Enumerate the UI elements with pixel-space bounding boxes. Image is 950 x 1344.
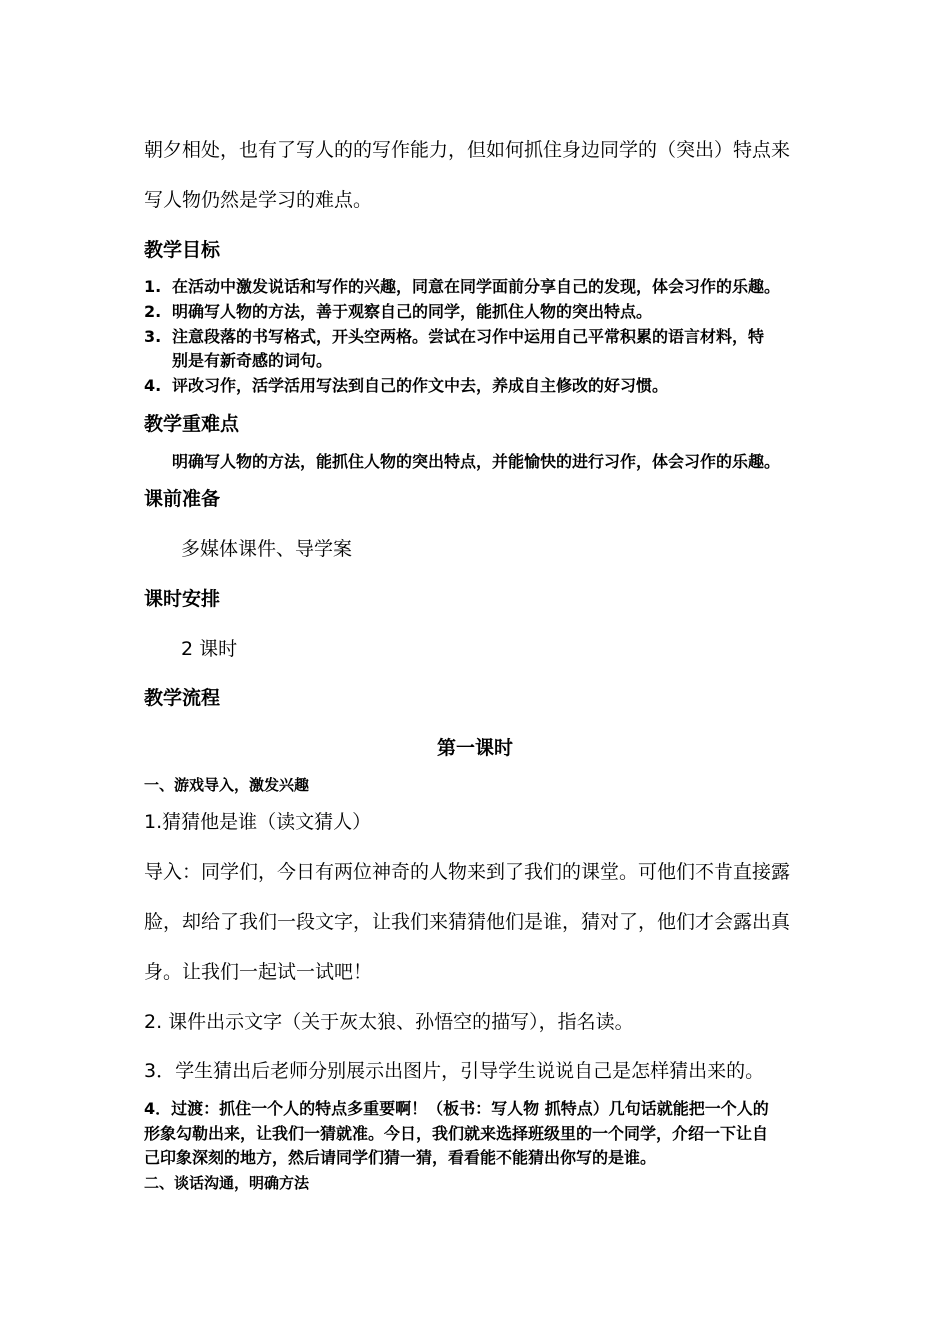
- step-3: 3．学生猜出后老师分别展示出图片，引导学生说说自己是怎样猜出来的。: [144, 1060, 765, 1082]
- lesson-title: 第一课时: [436, 737, 513, 759]
- objective-item-3-continued: 别是有新奇感的词句。: [172, 351, 333, 370]
- step-4-line-3: 己印象深刻的地方，然后请同学们猜一猜，看看能不能猜出你写的是谁。: [144, 1148, 657, 1167]
- objective-item-1: [144, 277, 780, 297]
- preparation-text: 多媒体课件、导学案: [181, 538, 353, 560]
- objective-item-4: [144, 376, 668, 396]
- intro-paragraph-line-2: 脸，却给了我们一段文字，让我们来猜猜他们是谁，猜对了，他们才会露出真: [144, 911, 791, 933]
- objective-text: 评改习作，活学活用写法到自己的作文中去，养成自主修改的好习惯。: [172, 376, 669, 395]
- section-2-title: 二、谈话沟通，明确方法: [144, 1174, 310, 1192]
- intro-line-1: 朝夕相处，也有了写人的的写作能力，但如何抓住身边同学的（突出）特点来: [144, 139, 791, 161]
- key-points-heading: 教学重难点: [144, 413, 240, 435]
- schedule-heading: 课时安排: [144, 588, 221, 610]
- step-4-line-1: 4．过渡：抓住一个人的特点多重要啊！（板书：写人物 抓特点）几句话就能把一个人的: [144, 1099, 769, 1118]
- step-4-line-2: 形象勾勒出来，让我们一猜就准。今日，我们就来选择班级里的一个同学，介绍一下让自: [144, 1124, 769, 1143]
- objective-number: 1.: [144, 277, 162, 296]
- objectives-heading: 教学目标: [144, 239, 221, 261]
- objective-text: 明确写人物的方法，善于观察自己的同学，能抓住人物的突出特点。: [172, 302, 653, 321]
- step-1: 1.猜猜他是谁（读文猜人）: [144, 811, 372, 833]
- process-heading: 教学流程: [144, 687, 221, 709]
- objective-number: 2.: [144, 302, 162, 321]
- objective-text: 注意段落的书写格式，开头空两格。尝试在习作中运用自己平常积累的语言材料，特: [172, 327, 765, 346]
- schedule-text: 2 课时: [181, 638, 238, 660]
- objective-number: 4.: [144, 376, 162, 395]
- preparation-heading: 课前准备: [144, 488, 221, 510]
- key-points-text: 明确写人物的方法，能抓住人物的突出特点，并能愉快的进行习作，体会习作的乐趣。: [172, 452, 781, 471]
- intro-paragraph-line-3: 身。让我们一起试一试吧！: [144, 961, 373, 983]
- step-2: 2. 课件出示文字（关于灰太狼、孙悟空的描写），指名读。: [144, 1011, 634, 1033]
- intro-paragraph-line-1: 导入：同学们，今日有两位神奇的人物来到了我们的课堂。可他们不肯直接露: [144, 861, 791, 883]
- objective-item-3: [144, 327, 764, 347]
- section-1-title: 一、游戏导入，激发兴趣: [144, 776, 310, 794]
- intro-line-2: 写人物仍然是学习的难点。: [144, 189, 373, 211]
- objective-text: 在活动中激发说话和写作的兴趣，同意在同学面前分享自己的发现，体会习作的乐趣。: [172, 277, 781, 296]
- objective-item-2: [144, 302, 652, 322]
- objective-number: 3.: [144, 327, 162, 346]
